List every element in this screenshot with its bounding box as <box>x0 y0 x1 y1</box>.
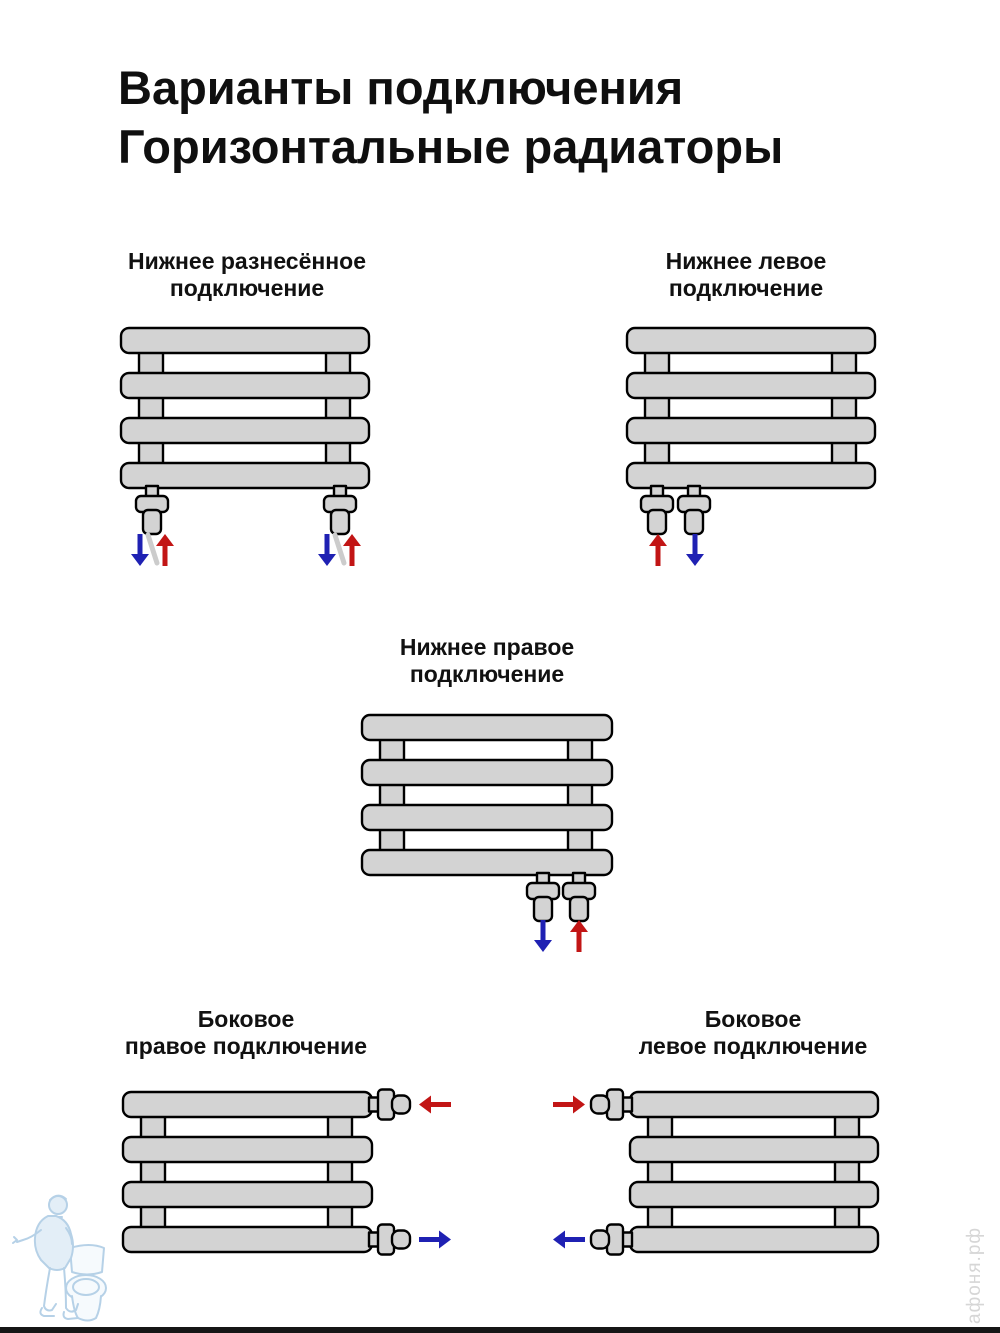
radiator-diagram-bottom-spread <box>121 328 369 570</box>
return-arrow-down-icon <box>686 534 704 566</box>
radiator-post <box>328 1102 352 1242</box>
supply-arrow-left-icon <box>419 1096 451 1114</box>
footer-bar <box>0 1327 1000 1333</box>
radiator-diagram-side-right <box>123 1092 453 1254</box>
page-title-line1: Варианты подключения <box>118 61 684 114</box>
return-arrow-down-icon <box>131 534 149 566</box>
radiator-post <box>648 1102 672 1242</box>
radiator-body <box>121 328 369 534</box>
radiator-body <box>123 1090 410 1255</box>
label-bottom-left-connection: Нижнее левое подключение <box>665 248 827 301</box>
radiator-bar <box>627 463 875 488</box>
plumber-watermark <box>8 1188 118 1328</box>
slash-icon <box>148 535 157 563</box>
page-title <box>118 58 783 176</box>
valve-bottom-right <box>324 486 356 534</box>
radiator-bar <box>362 850 612 875</box>
valve-bottom-left-second <box>678 486 710 534</box>
label-bottom-spread-connection: Нижнее разнесённое подключение <box>127 248 367 301</box>
radiator-bar <box>121 328 369 353</box>
radiator-bar <box>121 463 369 488</box>
radiator-bar <box>627 328 875 353</box>
radiator-bar <box>630 1092 878 1117</box>
valve-side-bottom-right <box>369 1225 410 1255</box>
supply-arrow-up-icon <box>570 920 588 952</box>
radiator-body <box>591 1090 878 1255</box>
radiator-bar <box>121 373 369 398</box>
supply-arrow-up-icon <box>649 534 667 566</box>
radiator-body <box>627 328 875 534</box>
radiator-post <box>139 338 163 478</box>
valve-bottom-right-first <box>527 873 559 921</box>
radiator-post <box>832 338 856 478</box>
radiator-diagram-bottom-left <box>627 328 875 570</box>
valve-side-top-left <box>591 1090 632 1120</box>
radiator-bar <box>627 418 875 443</box>
radiator-bar <box>362 760 612 785</box>
radiator-bar <box>630 1227 878 1252</box>
supply-arrow-right-icon <box>553 1096 585 1114</box>
label-bottom-right-connection: Нижнее правое подключение <box>399 634 575 687</box>
radiator-bar <box>123 1227 372 1252</box>
radiator-bar <box>123 1182 372 1207</box>
valve-side-bottom-left <box>591 1225 632 1255</box>
slash-icon <box>335 535 344 563</box>
return-arrow-down-icon <box>534 920 552 952</box>
radiator-bar <box>362 805 612 830</box>
radiator-bar <box>627 373 875 398</box>
radiator-bar <box>630 1182 878 1207</box>
radiator-bar <box>123 1092 372 1117</box>
label-side-left-connection: Боковое левое подключение <box>638 1006 868 1059</box>
return-arrow-right-icon <box>419 1231 451 1249</box>
valve-bottom-left <box>136 486 168 534</box>
radiator-post <box>835 1102 859 1242</box>
page-title-line2: Горизонтальные радиаторы <box>118 120 784 173</box>
plumber-sketch <box>13 1196 78 1319</box>
return-arrow-left-icon <box>553 1231 585 1249</box>
valve-side-top-right <box>369 1090 410 1120</box>
valve-bottom-right-second <box>563 873 595 921</box>
radiator-post <box>380 725 404 865</box>
radiator-post <box>326 338 350 478</box>
label-side-right-connection: Боковое правое подключение <box>124 1006 368 1059</box>
radiator-diagram-side-left <box>548 1092 878 1254</box>
radiator-bar <box>121 418 369 443</box>
radiator-bar <box>630 1137 878 1162</box>
return-arrow-down-icon <box>318 534 336 566</box>
radiator-bar <box>123 1137 372 1162</box>
radiator-post <box>645 338 669 478</box>
radiator-post <box>568 725 592 865</box>
radiator-body <box>362 715 612 921</box>
radiator-post <box>141 1102 165 1242</box>
radiator-diagram-bottom-right <box>362 715 612 957</box>
valve-bottom-left <box>641 486 673 534</box>
site-watermark-text: афоня.рф <box>964 1226 985 1324</box>
radiator-bar <box>362 715 612 740</box>
